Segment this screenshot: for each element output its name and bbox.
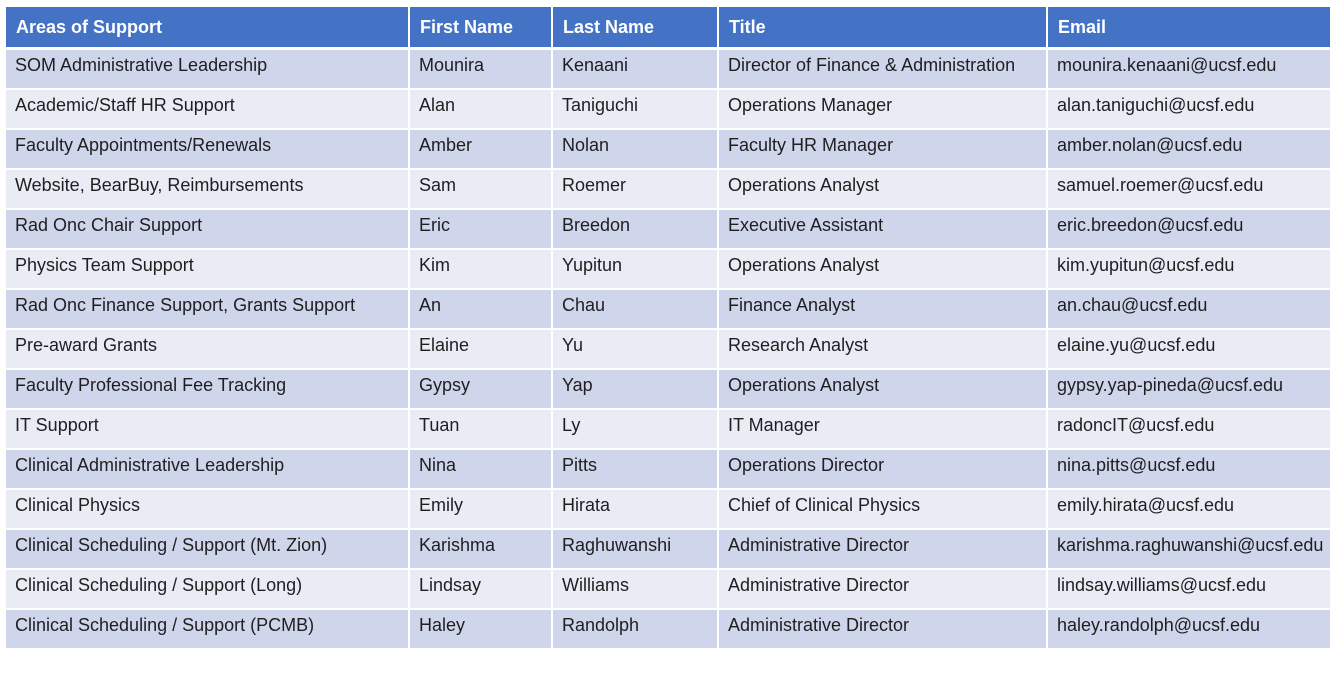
title-cell: Operations Analyst (719, 170, 1048, 210)
area-of-support-cell: Rad Onc Finance Support, Grants Support (6, 290, 410, 330)
table-row (6, 410, 1330, 450)
first-name-cell: Tuan (410, 410, 553, 450)
area-of-support-cell: Physics Team Support (6, 250, 410, 290)
last-name-cell: Raghuwanshi (553, 530, 719, 570)
table-row (6, 450, 1330, 490)
email-cell: an.chau@ucsf.edu (1048, 290, 1330, 330)
table-row (6, 170, 1330, 210)
first-name-cell: Alan (410, 90, 553, 130)
email-cell: eric.breedon@ucsf.edu (1048, 210, 1330, 250)
last-name-cell: Williams (553, 570, 719, 610)
email-cell: kim.yupitun@ucsf.edu (1048, 250, 1330, 290)
header-last-name: Last Name (553, 7, 719, 50)
title-cell: Administrative Director (719, 530, 1048, 570)
area-of-support-cell: Website, BearBuy, Reimbursements (6, 170, 410, 210)
last-name-cell: Nolan (553, 130, 719, 170)
last-name-cell: Hirata (553, 490, 719, 530)
table-row (6, 530, 1330, 570)
email-cell: gypsy.yap-pineda@ucsf.edu (1048, 370, 1330, 410)
table-row (6, 330, 1330, 370)
title-cell: Operations Analyst (719, 250, 1048, 290)
header-first-name: First Name (410, 7, 553, 50)
last-name-cell: Randolph (553, 610, 719, 650)
table-row (6, 250, 1330, 290)
first-name-cell: Sam (410, 170, 553, 210)
title-cell: Administrative Director (719, 570, 1048, 610)
support-contacts-table (6, 7, 1330, 650)
table-header (6, 7, 1330, 50)
area-of-support-cell: IT Support (6, 410, 410, 450)
last-name-cell: Roemer (553, 170, 719, 210)
table-row (6, 50, 1330, 90)
area-of-support-cell: Clinical Scheduling / Support (Long) (6, 570, 410, 610)
first-name-cell: Gypsy (410, 370, 553, 410)
email-cell: nina.pitts@ucsf.edu (1048, 450, 1330, 490)
header-email: Email (1048, 7, 1330, 50)
last-name-cell: Chau (553, 290, 719, 330)
area-of-support-cell: Clinical Administrative Leadership (6, 450, 410, 490)
table-row (6, 610, 1330, 650)
last-name-cell: Yupitun (553, 250, 719, 290)
first-name-cell: Mounira (410, 50, 553, 90)
first-name-cell: Kim (410, 250, 553, 290)
email-cell: haley.randolph@ucsf.edu (1048, 610, 1330, 650)
area-of-support-cell: Rad Onc Chair Support (6, 210, 410, 250)
area-of-support-cell: Faculty Professional Fee Tracking (6, 370, 410, 410)
first-name-cell: Nina (410, 450, 553, 490)
last-name-cell: Yu (553, 330, 719, 370)
table-row (6, 130, 1330, 170)
title-cell: Research Analyst (719, 330, 1048, 370)
title-cell: Operations Director (719, 450, 1048, 490)
table-row (6, 570, 1330, 610)
area-of-support-cell: SOM Administrative Leadership (6, 50, 410, 90)
title-cell: Administrative Director (719, 610, 1048, 650)
title-cell: IT Manager (719, 410, 1048, 450)
area-of-support-cell: Faculty Appointments/Renewals (6, 130, 410, 170)
table-row (6, 370, 1330, 410)
title-cell: Faculty HR Manager (719, 130, 1048, 170)
title-cell: Director of Finance & Administration (719, 50, 1048, 90)
email-cell: mounira.kenaani@ucsf.edu (1048, 50, 1330, 90)
last-name-cell: Breedon (553, 210, 719, 250)
area-of-support-cell: Clinical Scheduling / Support (PCMB) (6, 610, 410, 650)
first-name-cell: Lindsay (410, 570, 553, 610)
title-cell: Executive Assistant (719, 210, 1048, 250)
email-cell: radoncIT@ucsf.edu (1048, 410, 1330, 450)
area-of-support-cell: Clinical Physics (6, 490, 410, 530)
first-name-cell: Emily (410, 490, 553, 530)
first-name-cell: Amber (410, 130, 553, 170)
first-name-cell: Elaine (410, 330, 553, 370)
header-title: Title (719, 7, 1048, 50)
email-cell: amber.nolan@ucsf.edu (1048, 130, 1330, 170)
table-row (6, 90, 1330, 130)
title-cell: Operations Manager (719, 90, 1048, 130)
title-cell: Operations Analyst (719, 370, 1048, 410)
last-name-cell: Kenaani (553, 50, 719, 90)
email-cell: alan.taniguchi@ucsf.edu (1048, 90, 1330, 130)
email-cell: elaine.yu@ucsf.edu (1048, 330, 1330, 370)
table-row (6, 290, 1330, 330)
email-cell: karishma.raghuwanshi@ucsf.edu (1048, 530, 1330, 570)
last-name-cell: Pitts (553, 450, 719, 490)
support-contacts-table-container (6, 7, 1330, 650)
last-name-cell: Taniguchi (553, 90, 719, 130)
email-cell: emily.hirata@ucsf.edu (1048, 490, 1330, 530)
table-row (6, 210, 1330, 250)
title-cell: Chief of Clinical Physics (719, 490, 1048, 530)
area-of-support-cell: Pre-award Grants (6, 330, 410, 370)
first-name-cell: Eric (410, 210, 553, 250)
last-name-cell: Ly (553, 410, 719, 450)
first-name-cell: An (410, 290, 553, 330)
title-cell: Finance Analyst (719, 290, 1048, 330)
first-name-cell: Haley (410, 610, 553, 650)
area-of-support-cell: Clinical Scheduling / Support (Mt. Zion) (6, 530, 410, 570)
first-name-cell: Karishma (410, 530, 553, 570)
area-of-support-cell: Academic/Staff HR Support (6, 90, 410, 130)
table-row (6, 490, 1330, 530)
last-name-cell: Yap (553, 370, 719, 410)
table-body (6, 50, 1330, 650)
email-cell: samuel.roemer@ucsf.edu (1048, 170, 1330, 210)
header-row (6, 7, 1330, 50)
header-areas-of-support: Areas of Support (6, 7, 410, 50)
email-cell: lindsay.williams@ucsf.edu (1048, 570, 1330, 610)
